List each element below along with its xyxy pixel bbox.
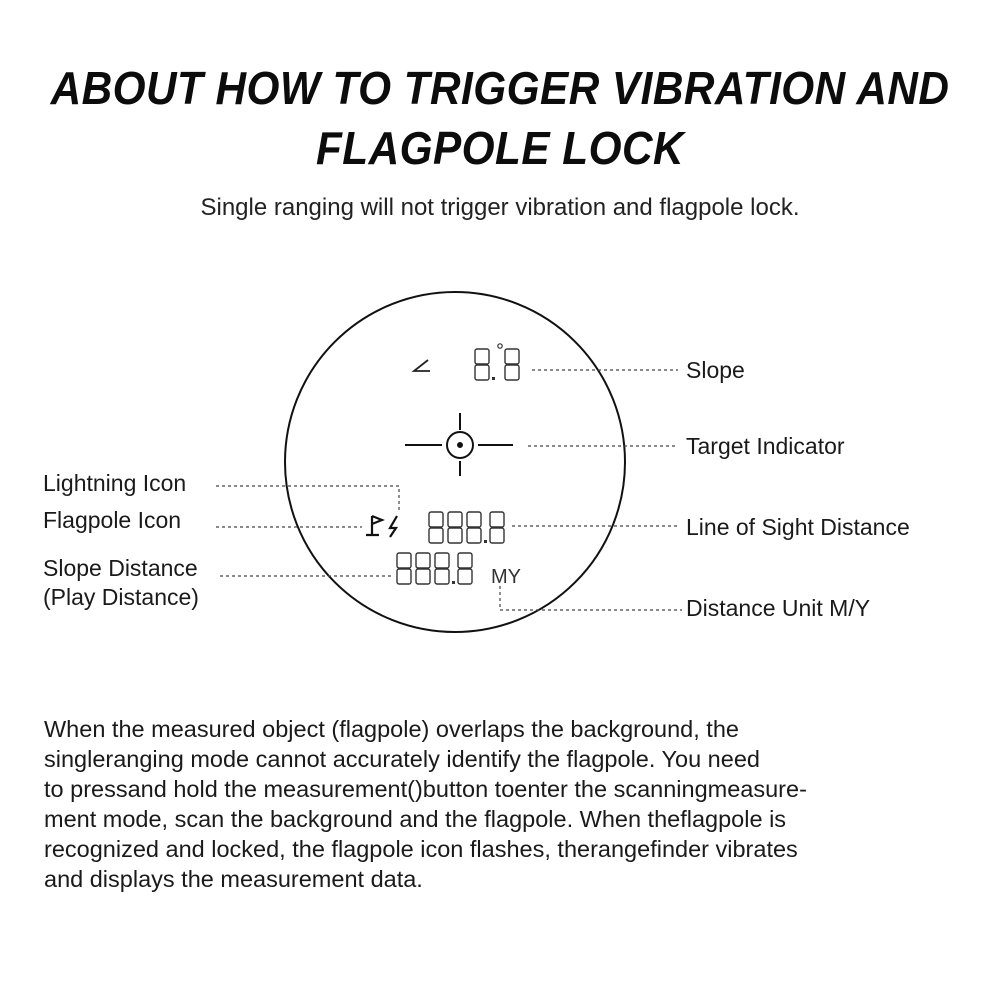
- slope-distance-digits: [397, 553, 472, 584]
- line-of-sight-label: Line of Sight Distance: [686, 514, 910, 540]
- flagpole-icon-label: Flagpole Icon: [43, 507, 182, 533]
- slope-distance-label: Slope Distance: [43, 555, 198, 581]
- distance-unit-label: Distance Unit M/Y: [686, 595, 871, 621]
- title-line-2: FLAGPOLE LOCK: [315, 122, 685, 174]
- lightning-icon: [390, 516, 397, 537]
- paragraph-line: and displays the measurement data.: [44, 866, 423, 892]
- paragraph-line: to pressand hold the measurement()button toenter the scanningmeasure-: [44, 776, 807, 802]
- title-line-1: ABOUT HOW TO TRIGGER VIBRATION AND: [50, 62, 950, 114]
- angle-icon: [414, 360, 430, 371]
- distance-unit-leader: [500, 586, 682, 610]
- target-indicator-label: Target Indicator: [686, 433, 845, 459]
- paragraph-line: ment mode, scan the background and the flagpole. When theflagpole is: [44, 806, 787, 832]
- paragraph-line: When the measured object (flagpole) overlaps the background, the: [44, 716, 739, 742]
- paragraph-line: singleranging mode cannot accurately identify the flagpole. You need: [44, 746, 760, 772]
- play-distance-label: (Play Distance): [43, 584, 199, 610]
- slope-digits: [475, 349, 519, 380]
- distance-unit-text: MY: [491, 566, 521, 588]
- flagpole-icon: [366, 516, 382, 535]
- explanation-paragraph: [44, 714, 964, 894]
- slope-label: Slope: [686, 357, 745, 383]
- line-of-sight-digits: [429, 512, 504, 543]
- lightning-icon-label: Lightning Icon: [43, 470, 187, 496]
- subtitle: Single ranging will not trigger vibration and flagpole lock.: [200, 194, 800, 221]
- crosshair-icon: [405, 413, 513, 476]
- degree-icon: [498, 344, 502, 348]
- paragraph-line: recognized and locked, the flagpole icon flashes, therangefinder vibrates: [44, 836, 798, 862]
- lightning-leader: [216, 486, 399, 512]
